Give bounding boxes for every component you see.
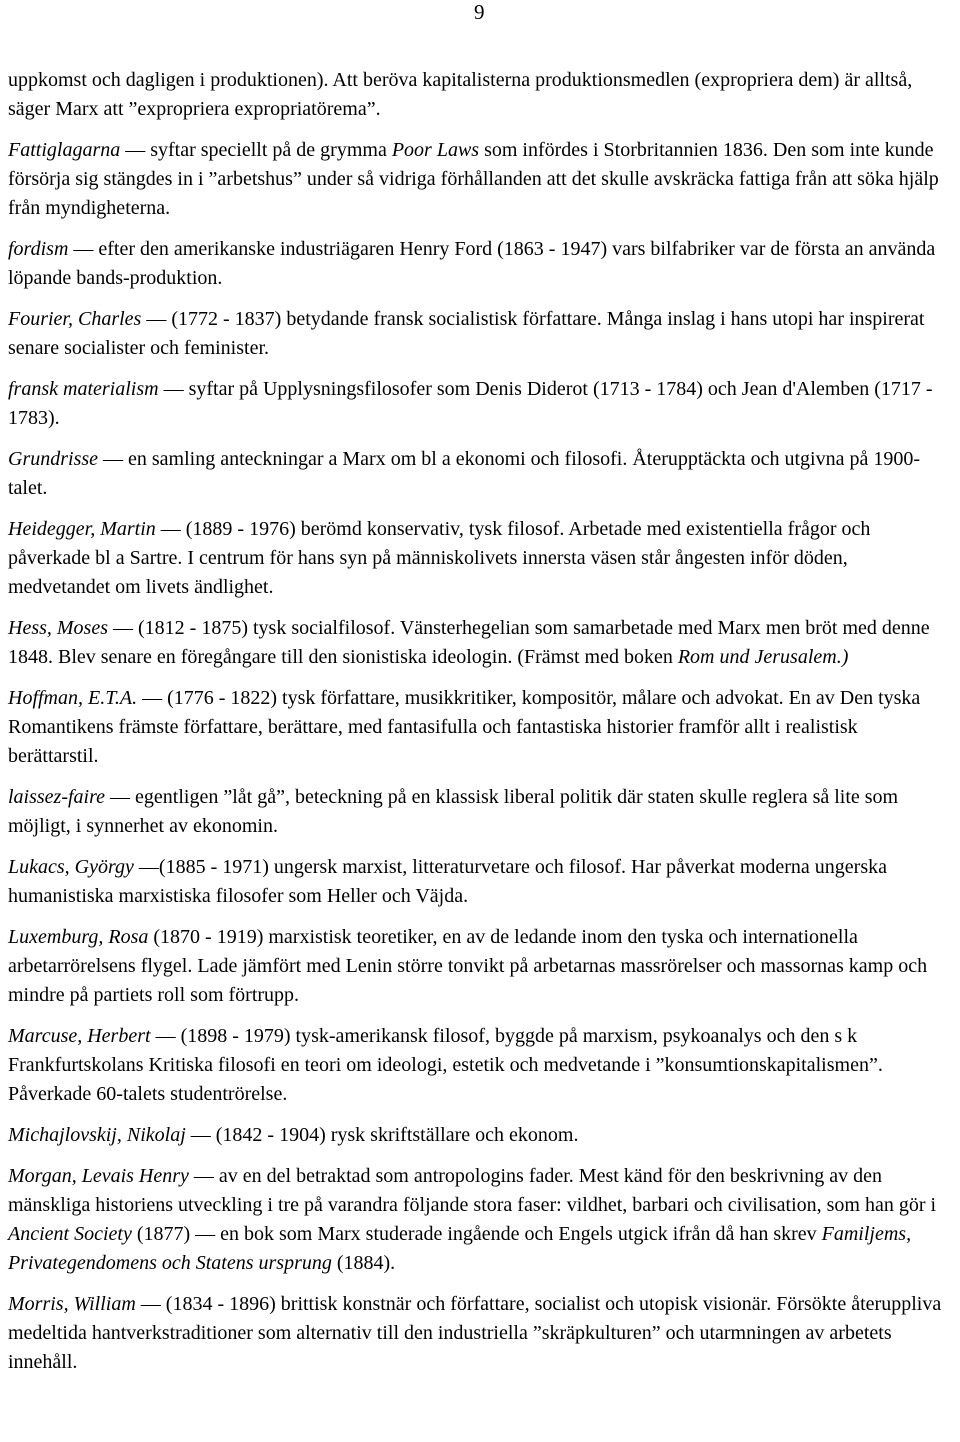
entry-term: Morgan, Levais Henry (8, 1165, 189, 1187)
page-number: 9 (474, 0, 485, 24)
glossary-entry (8, 1121, 953, 1150)
entry-text: — efter den amerikanske industriägaren Henry Ford (1863 - 1947) vars bilfabriker var de första an använda löpande bands-produktion. (8, 238, 936, 289)
glossary-entry (8, 684, 953, 771)
glossary-entry (8, 445, 953, 503)
glossary-text (8, 66, 953, 1389)
entry-term: laissez-faire (8, 786, 106, 808)
entry-term: Marcuse, Herbert (8, 1025, 151, 1047)
entry-text: (1870 - 1919) marxistisk teoretiker, en av de ledande inom den tyska och internationella arbetarrörelsens flygel. Lade jämfört med Lenin större tonvikt på arbetarnas massrörelser och massornas kamp och mindre på partiets roll som förtrupp. (8, 926, 928, 1006)
entry-text: — syftar på Upplysningsfilosofer som Denis Diderot (1713 - 1784) och Jean d'Alemben (1717 - 1783). (8, 378, 933, 429)
glossary-entry (8, 136, 953, 223)
entry-text: — (1842 - 1904) rysk skriftställare och ekonom. (185, 1124, 579, 1146)
entry-text: (1877) — en bok som Marx studerade ingående och Engels utgick ifrån då han skrev (131, 1223, 822, 1245)
italic-text: Familjems, Privategendomens och Statens ursprung (8, 1223, 912, 1274)
entry-text: — (1812 - 1875) tysk socialfilosof. Vänsterhegelian som samarbetade med Marx men bröt med denne 1848. Blev senare en föregångare till den sionistiska ideologin. (Främst med boken (8, 617, 930, 668)
italic-text: Ancient Society (8, 1223, 132, 1245)
entry-text: — en samling anteckningar a Marx om bl a ekonomi och filosofi. Återupptäckta och utgivna på 1900-talet. (8, 448, 921, 499)
glossary-entry (8, 853, 953, 911)
glossary-entry (8, 614, 953, 672)
entry-text: — syftar speciellt på de grymma (120, 139, 392, 161)
glossary-entry (8, 1290, 953, 1377)
entry-term: Fattiglagarna (8, 139, 121, 161)
entry-term: Michajlovskij, Nikolaj (8, 1124, 186, 1146)
entry-term: Grundrisse (8, 448, 99, 470)
entry-text: — (1776 - 1822) tysk författare, musikkritiker, kompositör, målare och advokat. En av Den tyska Romantikens främste författare, berättare, med fantasifulla och fantastiska historier framför allt i realistisk berättarstil. (8, 687, 921, 767)
entry-term: Morris, William (8, 1293, 136, 1315)
continuation-paragraph (8, 66, 953, 124)
entry-term: fransk materialism (8, 378, 159, 400)
glossary-entry (8, 235, 953, 293)
glossary-entry (8, 783, 953, 841)
italic-text: Rom und Jerusalem.) (677, 646, 849, 668)
entry-text: som infördes i Storbritannien 1836. Den som inte kunde försörja sig stängdes in i ”arbetshus” under så vidriga förhållanden att det skulle avskräcka fattiga från att söka hjälp från myndigheterna. (8, 139, 939, 219)
glossary-entry (8, 305, 953, 363)
entry-term: Heidegger, Martin (8, 518, 156, 540)
entry-text: —(1885 - 1971) ungersk marxist, litteraturvetare och filosof. Har påverkat moderna ungerska humanistiska marxistiska filosofer som Heller och Väjda. (8, 856, 887, 907)
entry-text: uppkomst och dagligen i produktionen). Att beröva kapitalisterna produktionsmedlen (expropriera dem) är alltså, säger Marx att ”expropriera expropriatörema”. (8, 69, 913, 120)
glossary-entry (8, 515, 953, 602)
entry-text: — (1772 - 1837) betydande fransk socialistisk författare. Många inslag i hans utopi har inspirerat senare socialister och feminister. (8, 308, 925, 359)
entry-term: fordism (8, 238, 69, 260)
italic-text: Poor Laws (391, 139, 480, 161)
glossary-entry (8, 375, 953, 433)
entry-text: — (1834 - 1896) brittisk konstnär och författare, socialist och utopisk visionär. Försökte återuppliva medeltida hantverkstraditioner som alternativ till den industriella ”skräpkulturen” och utarmningen av arbetets innehåll. (8, 1293, 942, 1373)
entry-text: (1884). (331, 1252, 396, 1274)
entry-term: Hoffman, E.T.A. (8, 687, 138, 709)
glossary-entry (8, 923, 953, 1010)
entry-text: — egentligen ”låt gå”, beteckning på en klassisk liberal politik där staten skulle reglera så lite som möjligt, i synnerhet av ekonomin. (8, 786, 899, 837)
entry-term: Lukacs, György (8, 856, 134, 878)
entry-term: Luxemburg, Rosa (8, 926, 149, 948)
entry-text: — av en del betraktad som antropologins fader. Mest känd för den beskrivning av den mänskliga historiens utveckling i tre på varandra följande stora faser: vildhet, barbari och civilisation, som han gör i (8, 1165, 937, 1216)
entry-term: Hess, Moses (8, 617, 108, 639)
entry-term: Fourier, Charles (8, 308, 142, 330)
glossary-entry (8, 1022, 953, 1109)
entry-text: — (1898 - 1979) tysk-amerikansk filosof, byggde på marxism, psykoanalys och den s k Frankfurtskolans Kritiska filosofi en teori om ideologi, estetik och medvetande i ”konsumtionskapitalismen”. Påverkade 60-talets studentrörelse. (8, 1025, 883, 1105)
entry-text: — (1889 - 1976) berömd konservativ, tysk filosof. Arbetade med existentiella frågor och påverkade bl a Sartre. I centrum för hans syn på människolivets innersta väsen står ångesten inför döden, medvetandet om livets ändlighet. (8, 518, 871, 598)
glossary-entry (8, 1162, 953, 1278)
